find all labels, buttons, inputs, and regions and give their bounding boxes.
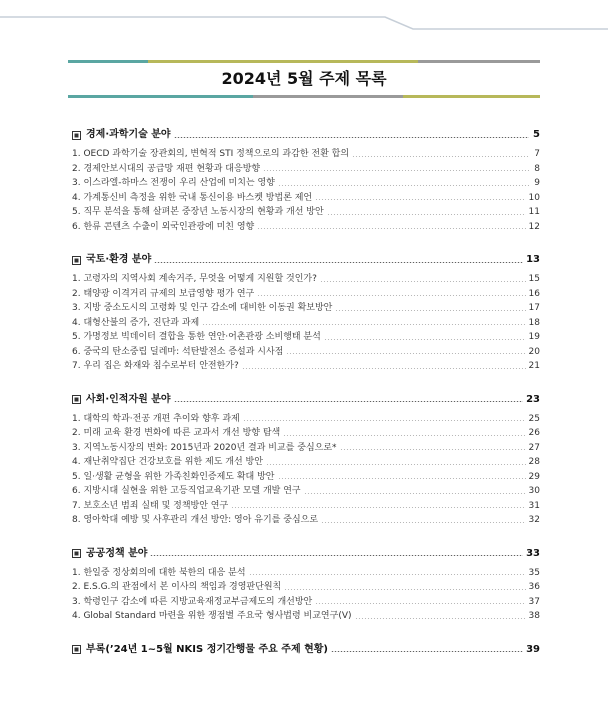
entry-page-number: 30	[528, 486, 540, 496]
title-band	[68, 60, 540, 98]
entry-title: 4. 대형산불의 증가, 진단과 과제	[72, 317, 200, 328]
leader-dots	[283, 435, 525, 436]
toc-entry[interactable]	[72, 455, 540, 470]
toc-entry[interactable]	[72, 272, 540, 287]
section-page-number: 23	[526, 393, 540, 405]
toc-entry[interactable]	[72, 609, 540, 624]
toc-section	[72, 393, 540, 528]
leader-dots	[284, 589, 525, 590]
entry-title: 1. OECD 과학기술 장관회의, 변혁적 STI 정책으로의 과감한 전환 합의	[72, 149, 350, 159]
square-bullet-icon	[72, 645, 81, 654]
section-heading[interactable]	[72, 393, 540, 407]
leader-dots	[266, 464, 526, 465]
entry-page-number: 37	[528, 596, 540, 607]
entry-title: 7. 보호소년 범죄 실태 및 정책방안 연구	[72, 500, 229, 511]
entry-page-number: 20	[528, 346, 540, 357]
toc-entry[interactable]	[72, 566, 540, 581]
entry-title: 1. 고령자의 지역사회 계속거주, 무엇을 어떻게 지원할 것인가?	[72, 274, 317, 284]
toc-entry[interactable]	[72, 220, 540, 235]
header-decoration	[0, 0, 608, 40]
leader-dots	[327, 214, 526, 215]
leader-dots	[352, 156, 529, 157]
toc-section	[72, 643, 540, 657]
entry-page-number: 7	[534, 149, 540, 159]
toc-entry[interactable]	[72, 426, 540, 441]
entry-title: 3. 학령인구 감소에 따른 지방교육재정교부금제도의 개선방안	[72, 596, 313, 607]
leader-dots	[249, 574, 526, 575]
entry-title: 4. 가계통신비 측정을 위한 국내 통신이용 바스켓 방법론 제언	[72, 192, 313, 203]
entry-page-number: 15	[528, 274, 540, 284]
leader-dots	[243, 420, 526, 421]
toc-entry[interactable]	[72, 330, 540, 345]
leader-dots	[324, 339, 526, 340]
entry-page-number: 10	[528, 192, 540, 203]
entry-title: 6. 한류 콘텐츠 수출이 외국인관광에 미친 영향	[72, 221, 255, 232]
leader-dots	[331, 651, 523, 652]
section-heading[interactable]	[72, 643, 540, 657]
entry-page-number: 26	[528, 428, 540, 438]
toc-entry[interactable]	[72, 147, 540, 162]
leader-dots	[231, 507, 525, 508]
toc-section	[72, 253, 540, 374]
toc-entry[interactable]	[72, 345, 540, 360]
leader-dots	[242, 368, 526, 369]
section-heading[interactable]	[72, 253, 540, 267]
entry-title: 2. E.S.G.의 관점에서 본 이사의 책임과 경영판단원칙	[72, 582, 282, 592]
entry-title: 5. 가명정보 빅데이터 결합을 통한 연안·어촌관광 소비행태 분석	[72, 332, 321, 342]
entry-title: 3. 지역노동시장의 변화: 2015년과 2020년 결과 비교를 중심으로*	[72, 442, 337, 453]
toc-entry[interactable]	[72, 595, 540, 610]
entry-page-number: 9	[534, 178, 540, 188]
entry-page-number: 19	[528, 332, 540, 342]
toc-entry[interactable]	[72, 176, 540, 191]
leader-dots	[315, 603, 525, 604]
toc-entry[interactable]	[72, 359, 540, 374]
section-page-number: 13	[526, 254, 540, 265]
leader-dots	[174, 137, 529, 138]
toc-entry[interactable]	[72, 484, 540, 499]
section-page-number: 39	[526, 643, 540, 655]
entry-title: 2. 경제안보시대의 공급망 재편 현황과 대응방향	[72, 163, 261, 174]
entry-title: 1. 대학의 학과·전공 개편 추이와 향후 과제	[72, 413, 240, 424]
toc-entry[interactable]	[72, 412, 540, 427]
entry-title: 6. 중국의 탄소중립 딜레마: 석탄발전소 증설과 시사점	[72, 346, 284, 357]
entry-title: 4. 재난취약집단 건강보호를 위한 제도 개선 방안	[72, 457, 263, 467]
leader-dots	[257, 295, 525, 296]
leader-dots	[304, 493, 526, 494]
entry-page-number: 25	[528, 413, 540, 424]
toc-entry[interactable]	[72, 301, 540, 316]
entry-page-number: 27	[528, 442, 540, 453]
leader-dots	[340, 449, 526, 450]
entry-title: 2. 미래 교육 환경 변화에 따른 교과서 개선 방향 탐색	[72, 428, 281, 438]
section-title: 공공정책 분야	[86, 547, 148, 559]
entry-page-number: 38	[528, 611, 540, 621]
section-title: 부록(’24년 1~5월 NKIS 정기간행물 주요 주제 현황)	[86, 643, 328, 655]
toc-entry[interactable]	[72, 580, 540, 595]
leader-dots	[321, 522, 526, 523]
square-bullet-icon	[72, 131, 81, 140]
entry-page-number: 11	[528, 207, 540, 217]
entry-page-number: 35	[528, 567, 540, 578]
entry-page-number: 12	[528, 221, 540, 232]
section-title: 경제·과학기술 분야	[86, 129, 171, 140]
leader-dots	[202, 324, 525, 325]
section-heading[interactable]	[72, 128, 540, 142]
toc-section	[72, 547, 540, 624]
entry-page-number: 31	[528, 500, 540, 511]
square-bullet-icon	[72, 256, 81, 265]
leader-dots	[257, 228, 525, 229]
page-title: 2024년 5월 주제 목록	[221, 69, 387, 88]
entry-title: 3. 지방 중소도시의 고령화 및 인구 감소에 대비한 이동권 확보방안	[72, 303, 333, 313]
leader-dots	[286, 353, 525, 354]
entry-title: 5. 일·생활 균형을 위한 가족친화인증제도 확대 방안	[72, 471, 275, 482]
toc-entry[interactable]	[72, 191, 540, 206]
toc-section	[72, 128, 540, 234]
square-bullet-icon	[72, 549, 81, 558]
entry-page-number: 29	[528, 471, 540, 482]
entry-title: 3. 이스라엘-하마스 전쟁이 우리 산업에 미치는 영향	[72, 178, 275, 188]
entry-title: 2. 태양광 이격거리 규제의 보급영향 평가 연구	[72, 288, 255, 299]
entry-page-number: 8	[534, 163, 540, 174]
toc-entry[interactable]	[72, 287, 540, 302]
toc-entry[interactable]	[72, 205, 540, 220]
section-page-number: 5	[533, 129, 540, 140]
table-of-contents	[72, 128, 540, 676]
leader-dots	[278, 478, 526, 479]
leader-dots	[154, 262, 523, 263]
toc-entry[interactable]	[72, 316, 540, 331]
title-rule-bottom	[68, 95, 540, 98]
entry-page-number: 18	[528, 317, 540, 328]
leader-dots	[174, 401, 524, 402]
entry-page-number: 36	[528, 582, 540, 592]
entry-page-number: 32	[528, 515, 540, 525]
entry-page-number: 16	[528, 288, 540, 299]
entry-title: 1. 한일중 정상회의에 대한 북한의 대응 분석	[72, 567, 246, 578]
square-bullet-icon	[72, 395, 81, 404]
entry-page-number: 28	[528, 457, 540, 467]
entry-page-number: 21	[528, 361, 540, 371]
toc-entry[interactable]	[72, 441, 540, 456]
leader-dots	[150, 555, 523, 556]
entry-title: 6. 지방시대 실현을 위한 고등직업교육기관 모델 개발 연구	[72, 486, 301, 496]
toc-entry[interactable]	[72, 470, 540, 485]
header-line	[0, 17, 608, 29]
section-page-number: 33	[526, 547, 540, 559]
section-title: 국토·환경 분야	[86, 254, 152, 265]
toc-entry[interactable]	[72, 513, 540, 528]
entry-title: 4. Global Standard 마련을 위한 쟁점별 주요국 형사법령 비교연구(V)	[72, 611, 352, 621]
entry-title: 7. 우리 집은 화재와 침수로부터 안전한가?	[72, 361, 239, 371]
entry-title: 5. 직무 분석을 통해 살펴본 중장년 노동시장의 현황과 개선 방안	[72, 207, 324, 217]
toc-entry[interactable]	[72, 499, 540, 514]
entry-page-number: 17	[528, 303, 540, 313]
leader-dots	[263, 170, 529, 171]
toc-entry[interactable]	[72, 162, 540, 177]
leader-dots	[335, 310, 525, 311]
leader-dots	[278, 185, 529, 186]
leader-dots	[355, 618, 526, 619]
leader-dots	[320, 281, 526, 282]
section-title: 사회·인적자원 분야	[86, 393, 171, 405]
entry-title: 8. 영아학대 예방 및 사후관리 개선 방안: 영아 유기를 중심으로	[72, 515, 319, 525]
section-heading[interactable]	[72, 547, 540, 561]
leader-dots	[315, 199, 525, 200]
